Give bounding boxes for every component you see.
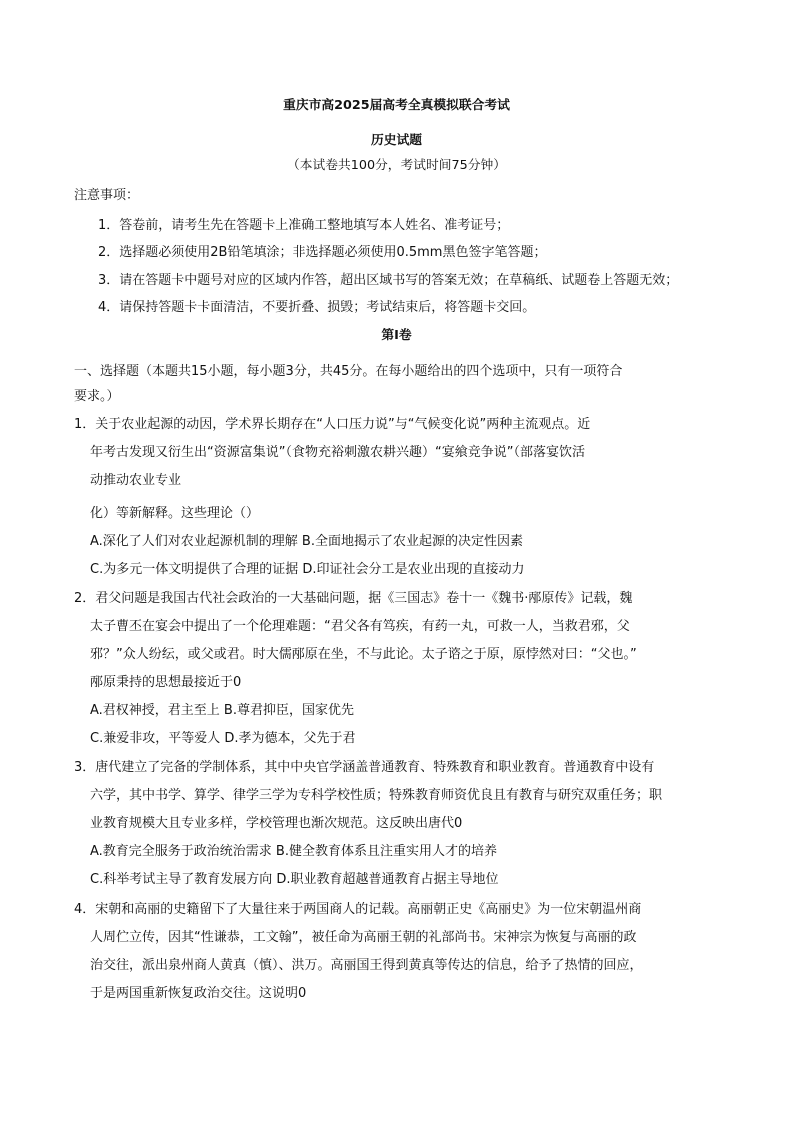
note-item-4: 4．请保持答题卡卡面清洁，不要折叠、损毁；考试结束后，将答题卡交回。 bbox=[98, 300, 536, 315]
question-1-line-1: 1．关于农业起源的动因，学术界长期存在“人口压力说”与“气候变化说”两种主流观点。近 bbox=[74, 417, 591, 432]
question-3-option-ab: A.教育完全服务于政治统治需求 B.健全教育体系且注重实用人才的培养 bbox=[90, 844, 497, 859]
subject-title: 历史试题 bbox=[371, 133, 422, 148]
question-1-option-cd: C.为多元一体文明提供了合理的证据 D.印证社会分工是农业出现的直接动力 bbox=[90, 562, 525, 577]
question-4-line-1: 4．宋朝和高丽的史籍留下了大量往来于两国商人的记载。高丽朝正史《高丽史》为一位宋朝温州商 bbox=[74, 902, 642, 917]
exam-title: 重庆市高2025届高考全真模拟联合考试 bbox=[283, 98, 510, 113]
question-1-line-4: 化）等新解释。这些理论（） bbox=[90, 506, 260, 521]
question-4-line-4: 于是两国重新恢复政治交往。这说明0 bbox=[90, 986, 307, 1001]
question-2-option-cd: C.兼爱非攻，平等爱人 D.孝为德本，父先于君 bbox=[90, 731, 356, 746]
note-item-3: 3．请在答题卡中题号对应的区域内作答，超出区域书写的答案无效；在草稿纸、试题卷上答题无效； bbox=[98, 273, 679, 288]
question-2-line-3: 邪？”众人纷纭，或父或君。时大儒邴原在坐，不与此论。太子谘之于原，原悖然对曰：“父也。” bbox=[90, 647, 637, 662]
question-2-line-2: 太子曹丕在宴会中提出了一个伦理难题：“君父各有笃疾，有药一丸，可救一人，当救君邪，父 bbox=[90, 619, 630, 634]
question-3-line-1: 3．唐代建立了完备的学制体系，其中中央官学涵盖普通教育、特殊教育和职业教育。普通教育中设有 bbox=[74, 760, 655, 775]
question-1-option-ab: A.深化了人们对农业起源机制的理解 B.全面地揭示了农业起源的决定性因素 bbox=[90, 534, 523, 549]
note-item-1: 1．答卷前，请考生先在答题卡上准确工整地填写本人姓名、准考证号； bbox=[98, 218, 510, 233]
question-1-line-2: 年考古发现又衍生出“资源富集说”（食物充裕刺激农耕兴趣）“宴飨竞争说”（部落宴饮活 bbox=[90, 445, 585, 460]
section-intro-line-1: 一、选择题（本题共15小题，每小题3分，共45分。在每小题给出的四个选项中，只有一项符合 bbox=[74, 364, 623, 379]
question-1-line-3: 动推动农业专业 bbox=[90, 473, 182, 488]
note-item-2: 2．选择题必须使用2B铅笔填涂；非选择题必须使用0.5mm黑色签字笔答题； bbox=[98, 245, 547, 260]
question-3-line-3: 业教育规模大且专业多样，学校管理也渐次规范。这反映出唐代0 bbox=[90, 816, 463, 831]
section-intro-line-2: 要求。） bbox=[74, 389, 120, 404]
exam-duration: （本试卷共100分，考试时间75分钟） bbox=[286, 158, 507, 173]
question-4-line-2: 人周伫立传，因其“性谦恭，工文翰”，被任命为高丽王朝的礼部尚书。宋神宗为恢复与高丽的政 bbox=[90, 930, 637, 945]
question-2-option-ab: A.君权神授，君主至上 B.尊君抑臣，国家优先 bbox=[90, 703, 354, 718]
question-3-line-2: 六学，其中书学、算学、律学三学为专科学校性质；特殊教育师资优良且有教育与研究双重任务；职 bbox=[90, 788, 663, 803]
question-3-option-cd: C.科举考试主导了教育发展方向 D.职业教育超越普通教育占据主导地位 bbox=[90, 872, 499, 887]
question-2-line-4: 邴原秉持的思想最接近于0 bbox=[90, 675, 242, 690]
volume-label: 第Ⅰ卷 bbox=[381, 328, 412, 343]
question-2-line-1: 2．君父问题是我国古代社会政治的一大基础问题，据《三国志》卷十一《魏书·邴原传》记载，魏 bbox=[74, 591, 633, 606]
question-4-line-3: 治交往，派出泉州商人黄真（慎）、洪万。高丽国王得到黄真等传达的信息，给予了热情的回应， bbox=[90, 958, 643, 973]
notes-heading: 注意事项： bbox=[74, 188, 140, 203]
